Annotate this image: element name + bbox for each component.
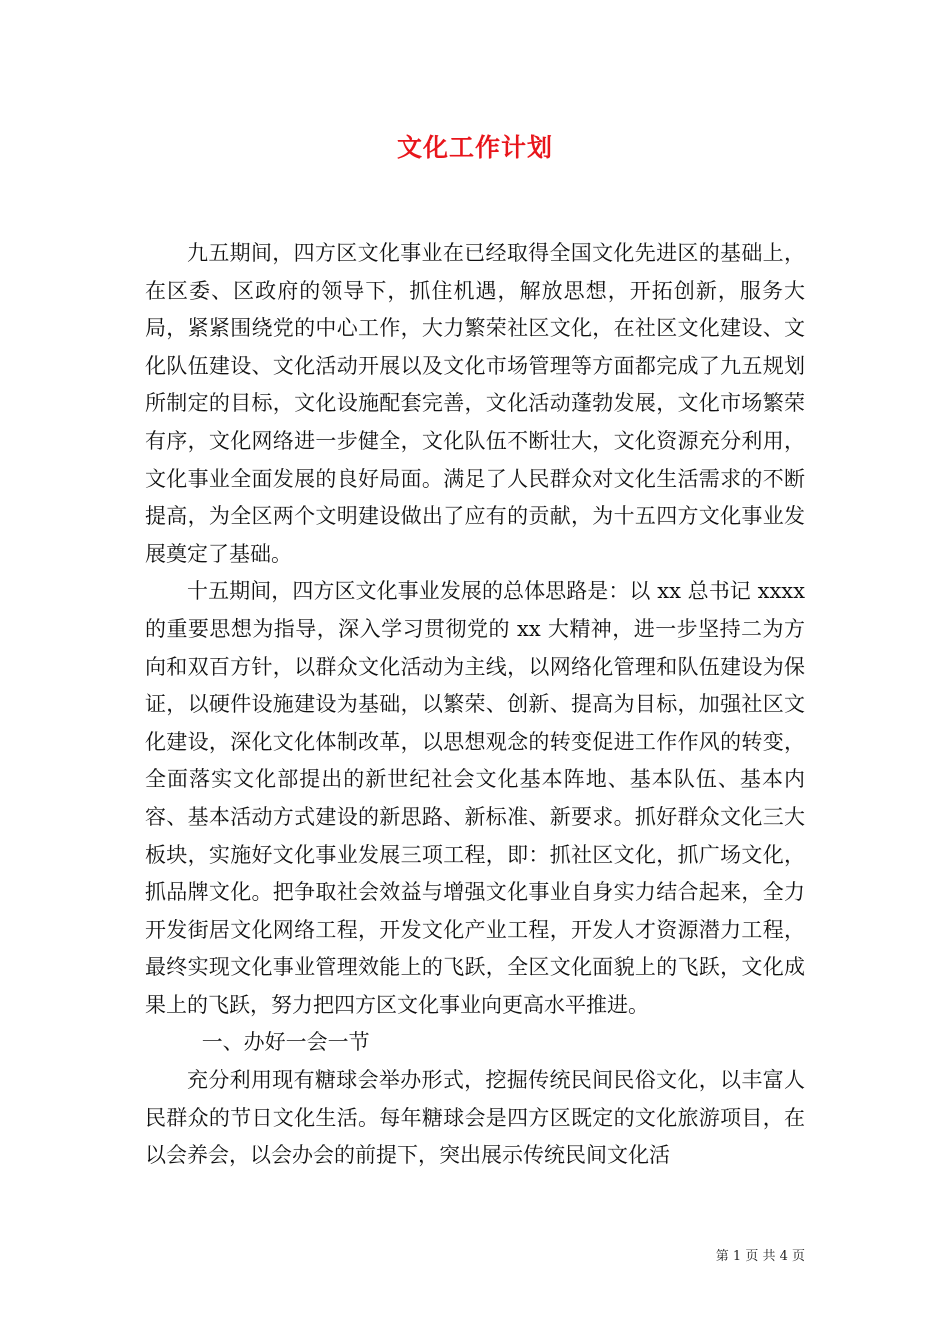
body-text — [145, 235, 805, 1175]
page-footer: 第 1 页 共 4 页 — [715, 1249, 805, 1264]
paragraph-2: 十五期间，四方区文化事业发展的总体思路是：以 xx 总书记 xxxx 的重要思想为指导，深入学习贯彻党的 xx 大精神，进一步坚持二为方向和双百方针，以群众文化活动为主线，以网络化管理和队伍建设为保证，以硬件设施建设为基础，以繁荣、创新、提高为目标，加强社区文化建设，深化文化体制改革，以思想观念的转变促进工作作风的转变，全面落实文化部提出的新世纪社会文化基本阵地、基本队伍、基本内容、基本活动方式建设的新思路、新标准、新要求。抓好群众文化三大板块，实施好文化事业发展三项工程，即：抓社区文化，抓广场文化，抓品牌文化。把争取社会效益与增强文化事业自身实力结合起来，全力开发街居文化网络工程，开发文化产业工程，开发人才资源潜力工程，最终实现文化事业管理效能上的飞跃，全区文化面貌上的飞跃，文化成果上的飞跃，努力把四方区文化事业向更高水平推进。 — [145, 579, 805, 1017]
section-heading: 一、办好一会一节 — [201, 1030, 370, 1055]
paragraph-1: 九五期间，四方区文化事业在已经取得全国文化先进区的基础上，在区委、区政府的领导下，抓住机遇，解放思想，开拓创新，服务大局，紧紧围绕党的中心工作，大力繁荣社区文化，在社区文化建设、文化队伍建设、文化活动开展以及文化市场管理等方面都完成了九五规划所制定的目标，文化设施配套完善，文化活动蓬勃发展，文化市场繁荣有序，文化网络进一步健全，文化队伍不断壮大，文化资源充分利用，文化事业全面发展的良好局面。满足了人民群众对文化生活需求的不断提高，为全区两个文明建设做出了应有的贡献，为十五四方文化事业发展奠定了基础。 — [145, 241, 805, 566]
page-title: 文化工作计划 — [396, 133, 553, 162]
paragraph-3: 充分利用现有糖球会举办形式，挖掘传统民间民俗文化，以丰富人民群众的节日文化生活。每年糖球会是四方区既定的文化旅游项目，在以会养会，以会办会的前提下，突出展示传统民间文化活 — [145, 1068, 805, 1168]
